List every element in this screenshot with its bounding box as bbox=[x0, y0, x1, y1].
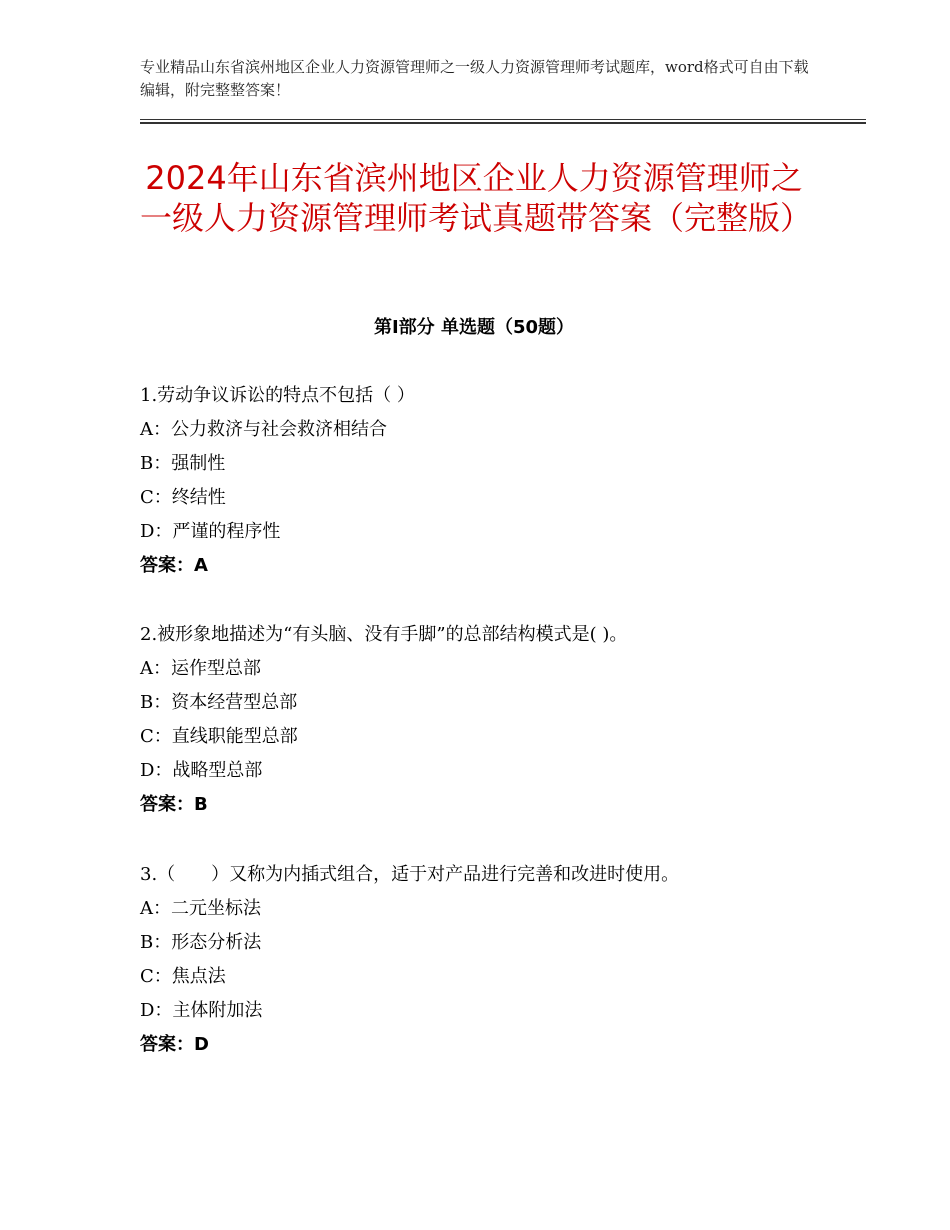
option-d: D：战略型总部 bbox=[140, 760, 263, 781]
option-c: C：焦点法 bbox=[140, 966, 226, 987]
question-stem: 2.被形象地描述为“有头脑、没有手脚”的总部结构模式是( )。 bbox=[140, 624, 628, 645]
header-divider-thin-line bbox=[140, 119, 866, 120]
answer: 答案：A bbox=[140, 555, 208, 576]
option-b: B：形态分析法 bbox=[140, 932, 262, 953]
option-b: B：强制性 bbox=[140, 453, 226, 474]
option-d: D：严谨的程序性 bbox=[140, 521, 281, 542]
header-divider bbox=[140, 119, 866, 125]
question-stem: 1.劳动争议诉讼的特点不包括（ ） bbox=[140, 385, 415, 406]
question-3 bbox=[140, 858, 860, 1062]
option-a: A：公力救济与社会救济相结合 bbox=[140, 419, 387, 440]
option-a: A：二元坐标法 bbox=[140, 898, 261, 919]
question-stem: 3.（ ）又称为内插式组合，适于对产品进行完善和改进时使用。 bbox=[140, 864, 680, 885]
option-a: A：运作型总部 bbox=[140, 658, 261, 679]
option-c: C：直线职能型总部 bbox=[140, 726, 298, 747]
header-note: 专业精品山东省滨州地区企业人力资源管理师之一级人力资源管理师考试题库，word格式可自由下载编辑，附完整整答案！ bbox=[140, 58, 809, 99]
document-title: 2024年山东省滨州地区企业人力资源管理师之一级人力资源管理师考试真题带答案（完整版） bbox=[140, 159, 813, 237]
header-divider-thick-line bbox=[140, 122, 866, 124]
question-2 bbox=[140, 618, 860, 822]
option-b: B：资本经营型总部 bbox=[140, 692, 298, 713]
option-c: C：终结性 bbox=[140, 487, 226, 508]
section-title: 第Ⅰ部分 单选题（50题） bbox=[373, 317, 574, 338]
answer: 答案：D bbox=[140, 1034, 209, 1055]
question-1 bbox=[140, 379, 860, 583]
answer: 答案：B bbox=[140, 794, 208, 815]
option-d: D：主体附加法 bbox=[140, 1000, 263, 1021]
